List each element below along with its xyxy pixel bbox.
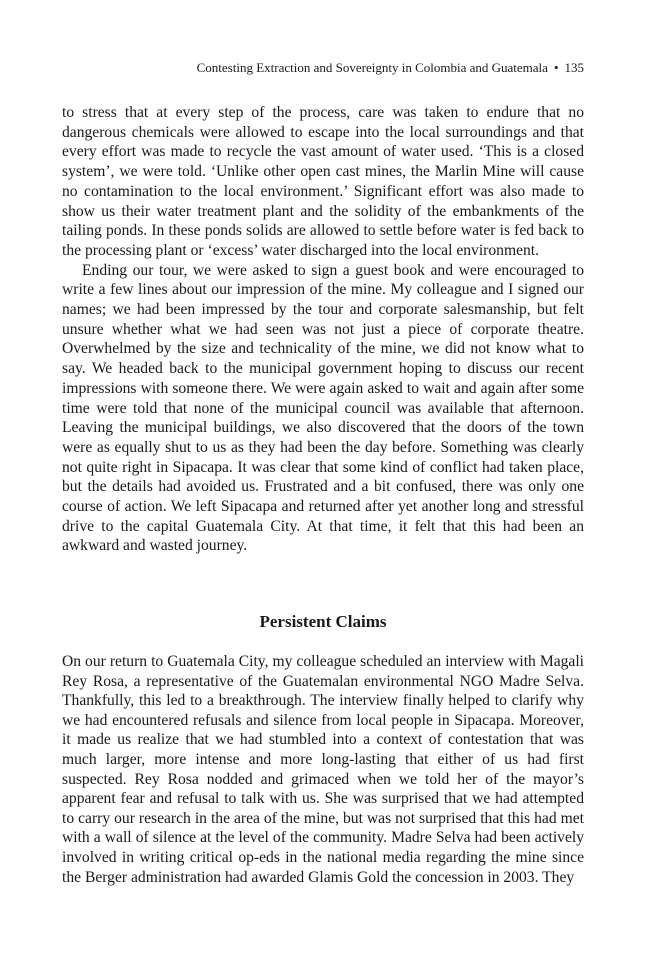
running-head-title: Contesting Extraction and Sovereignty in Colombia and Guatemala (196, 60, 548, 75)
body-text-section (62, 652, 584, 887)
paragraph: Ending our tour, we were asked to sign a guest book and were encouraged to write a few lines about our impression of the mine. My colleague and I signed our names; we had been impressed by the tour and corporate salesmanship, but felt unsure whether what we had seen was not just a piece of corporate theatre. Overwhelmed by the size and technicality of the mine, we did not know what to say. We headed back to the municipal government hoping to discuss our recent impressions with someone there. We were again asked to wait and again after some time were told that none of the municipal council was available that afternoon. Leaving the municipal buildings, we also discovered that the doors of the town were as equally shut to us as they had been the day before. Something was clearly not quite right in Sipacapa. It was clear that some kind of conflict had taken place, but the details had avoided us. Frustrated and a bit confused, there was only one course of action. We left Sipacapa and returned after yet another long and stressful drive to the capital Guatemala City. At that time, it felt that this had been an awkward and wasted journey. (62, 261, 584, 555)
running-head (62, 60, 584, 76)
page-number: 135 (564, 60, 584, 75)
running-head-separator: • (553, 60, 559, 75)
paragraph: On our return to Guatemala City, my colleague scheduled an interview with Magali Rey Rosa, a representative of the Guatemalan environmental NGO Madre Selva. Thankfully, this led to a breakthrough. The interview finally helped to clarify why we had encountered refusals and silence from local people in Sipacapa. Moreover, it made us realize that we had stumbled into a context of contestation that was much larger, more intense and more long-lasting that either of us had first suspected. Rey Rosa nodded and grimaced when we told her of the mayor’s apparent fear and refusal to talk with us. She was surprised that we had attempted to carry our research in the area of the mine, but was not surprised that this had met with a wall of silence at the level of the community. Madre Selva had been actively involved in writing critical op-eds in the national media regarding the mine since the Berger administration had awarded Glamis Gold the concession in 2003. They (62, 653, 584, 886)
body-text-top (62, 103, 584, 556)
section-heading: Persistent Claims (259, 612, 387, 631)
paragraph: to stress that at every step of the process, care was taken to endure that no dangerous chemicals were allowed to escape into the local surroundings and that every effort was made to recycle the vast amount of water used. ‘This is a closed system’, we were told. ‘Unlike other open cast mines, the Marlin Mine will cause no contamination to the local environment.’ Significant effort was also made to show us their water treatment plant and the solidity of the embankments of the tailing ponds. In these ponds solids are allowed to settle before water is fed back to the processing plant or ‘excess’ water discharged into the local environment. (62, 104, 584, 259)
